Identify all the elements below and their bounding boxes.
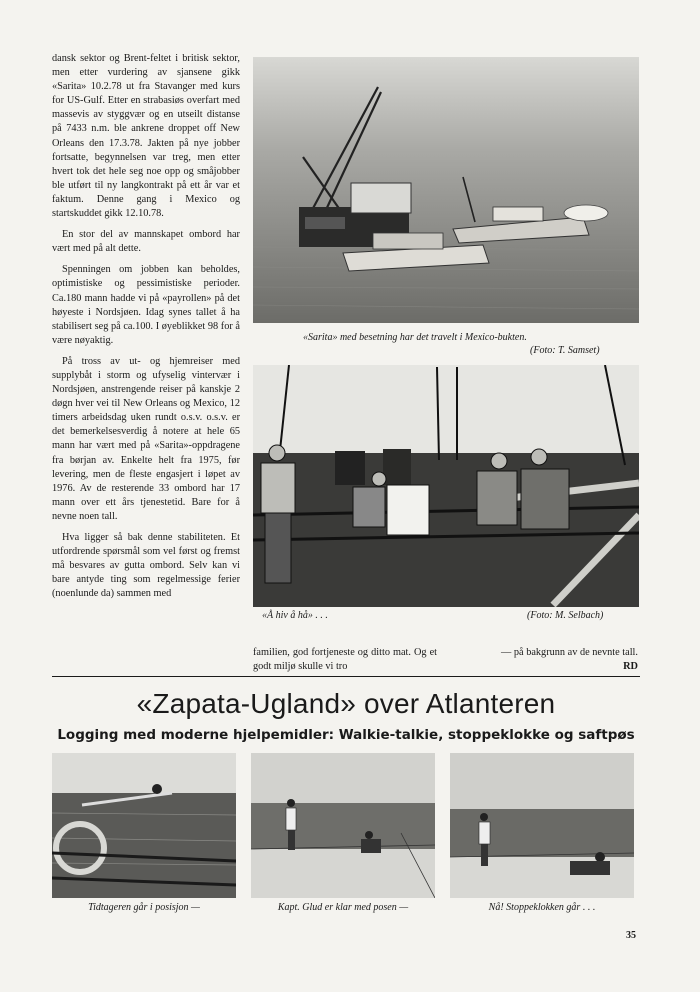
photo2-credit: (Foto: M. Selbach) [527,610,604,621]
continuation-right: — på bakgrunn av de nevnte tall. [501,647,638,658]
feature-headline: «Zapata-Ugland» over Atlanteren [136,688,556,719]
photo1-credit: (Foto: T. Samset) [530,345,600,356]
photo1-caption: «Sarita» med besetning har det travelt i Mexico-bukten. [303,332,527,343]
article-paragraph: Hva ligger så bak denne stabiliteten. Et utfordrende spørsmål som vel først og fremst må besvares av gutta ombord. Selv kan vi bare antyde ting som regelmessige ferier (noenlunde da) sammen med [52,532,240,600]
article-paragraph: dansk sektor og Brent-feltet i britisk sektor, men etter vurdering av sjansene gikk «Sarita» 10.2.78 ut fra Stavanger med kurs for US-Gulf. Etter en strabasiøs overfart med massevis av styggvær og en utseilt distanse på 7433 n.m. ble ankrene droppet off New Orleans den 17.3.78. Jakten på nye jobber fortsatte, begynnelsen var treg, men etter hvert tok det hele seg noe opp og småjobber ble utført til ny langkontrakt på ett år var et faktum. Denne gang i Mexico og startskuddet gikk 12.10.78. [52,53,240,220]
article-paragraph: En stor del av mannskapet ombord har vært med på alt dette. [52,229,240,255]
photo-stopwatch-running [450,753,634,898]
photo-crew-on-deck [253,365,639,607]
photo-captain-with-bag [251,753,435,898]
author-signature: RD [623,661,638,672]
photo2-caption: «Å hiv å hå» . . . [262,610,328,621]
photo-caption-2: Kapt. Glud er klar med posen — [277,902,409,913]
photo-timekeeper [52,753,236,898]
photo-rig-at-sea [253,57,639,323]
photo-caption-1: Tidtageren går i posisjon — [88,902,200,913]
continuation-middle: familien, god fortjeneste og ditto mat. Og et godt miljø skulle vi tro [253,647,437,672]
photo-caption-3: Nå! Stoppeklokken går . . . [488,902,596,913]
article-paragraph: Spenningen om jobben kan beholdes, optimistiske og pessimistiske perioder. Ca.180 mann hadde vi på «payrollen» på det høyeste i Nordsjøen. Idag synes tallet å ha stabilisert seg på ca.100. I øyeblikket 98 for å være nøyaktig. [52,264,240,346]
section-divider [52,676,640,677]
article-text-column [52,52,240,608]
article-paragraph: På tross av ut- og hjemreiser med supplybåt i storm og ufyselig vintervær i Nordsjøen, anstrengende reiser på kanskje 2 døgn hver vei til New Orleans og Mexico, 12 timers arbeidsdag uken rundt o.s.v. o.s.v. er det bemerkelsesverdig å notere at hele 65 mann har vært med på «Sarita»-oppdragene fra børjan av. Enkelte helt fra 1975, før levering, men de fleste engasjert i løpet av 1976. Av de resterende 33 ombord har 17 mann over ett års tjenestetid. Bare for å nevne noen tall. [52,355,240,522]
feature-subhead: Logging med moderne hjelpemidler: Walkie-talkie, stoppeklokke og saftpøs [57,727,635,743]
page-number: 35 [626,930,636,941]
